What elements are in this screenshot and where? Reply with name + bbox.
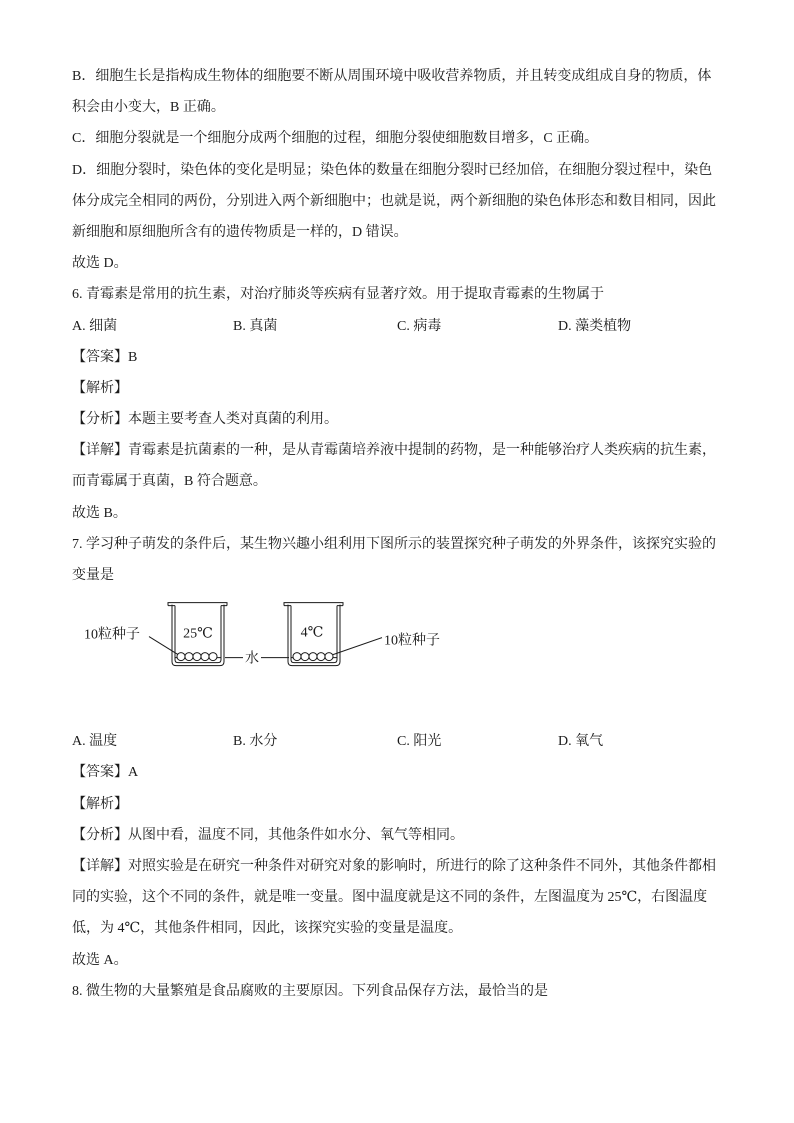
question-7-explanation-heading: 【解析】 [72, 796, 128, 812]
question-6-conclusion: 故选 B。 [72, 505, 127, 521]
question-7-option-c: C. 阳光 [397, 734, 442, 750]
question-8-stem: 8. 微生物的大量繁殖是食品腐败的主要原因。下列食品保存方法，最恰当的是 [72, 983, 548, 999]
question-6-detail-line-2: 而青霉属于真菌，B 符合题意。 [72, 474, 267, 490]
question-7-answer: 【答案】A [72, 765, 139, 781]
question-6-option-d: D. 藻类植物 [558, 318, 632, 334]
option-b-explanation-line-2: 积会由小变大，B 正确。 [72, 100, 225, 116]
right-seed [293, 653, 301, 661]
right-seed [325, 653, 333, 661]
left-beaker-rim [168, 603, 227, 606]
question-6-options [72, 311, 794, 342]
left-seed [209, 653, 217, 661]
question-8 [72, 976, 794, 1007]
question-7-detail-line-2: 同的实验，这个不同的条件，就是唯一变量。图中温度就是这不同的条件，左图温度为 25℃，右图温度 [72, 890, 708, 906]
question-7-option-d: D. 氧气 [558, 734, 604, 750]
question-7-detail-line-3: 低，为 4℃，其他条件相同，因此，该探究实验的变量是温度。 [72, 921, 463, 937]
left-temperature-label: 25℃ [183, 626, 213, 642]
option-d-explanation-line-3: 新细胞和原细胞所含有的遗传物质是一样的，D 错误。 [72, 224, 408, 240]
question-7-stem-line-1: 7. 学习种子萌发的条件后，某生物兴趣小组利用下图所示的装置探究种子萌发的外界条件，该探究实验的 [72, 536, 716, 552]
question-6-detail-line-1: 【详解】青霉素是抗菌素的一种，是从青霉菌培养液中提制的药物，是一种能够治疗人类疾病的抗生素， [72, 443, 716, 459]
right-seed [317, 653, 325, 661]
question-7-option-b: B. 水分 [233, 734, 278, 750]
question-7-detail-line-1: 【详解】对照实验是在研究一种条件对研究对象的影响时，所进行的除了这种条件不同外，其他条件都相 [72, 858, 716, 874]
previous-conclusion: 故选 D。 [72, 256, 128, 272]
left-seed-pointer-line [149, 637, 178, 655]
left-seed [177, 653, 185, 661]
question-7-stem-line-2: 变量是 [72, 568, 114, 583]
left-seed [201, 653, 209, 661]
right-seed-label: 10粒种子 [384, 633, 440, 649]
question-7-conclusion: 故选 A。 [72, 952, 128, 968]
right-temperature-label: 4℃ [300, 625, 324, 641]
question-6-option-b: B. 真菌 [233, 318, 278, 334]
question-6-option-a: A. 细菌 [72, 318, 118, 334]
question-7-options [72, 726, 794, 757]
left-seed [193, 653, 201, 661]
water-label: 水 [245, 651, 259, 667]
right-beaker-rim [284, 603, 343, 606]
question-6-explanation-heading: 【解析】 [72, 380, 128, 396]
question-7-option-a: A. 温度 [72, 734, 118, 750]
question-7 [72, 529, 794, 976]
seed-germination-apparatus-figure [72, 591, 794, 726]
previous-question-solution [72, 61, 794, 279]
question-6-stem: 6. 青霉素是常用的抗生素，对治疗肺炎等疾病有显著疗效。用于提取青霉素的生物属于 [72, 287, 604, 303]
left-seed-label: 10粒种子 [84, 627, 140, 643]
question-6-answer: 【答案】B [72, 349, 138, 365]
option-b-explanation-line-1: B．细胞生长是指构成生物体的细胞要不断从周围环境中吸收营养物质，并且转变成组成自身的物质，体 [72, 69, 712, 84]
question-7-analysis: 【分析】从图中看，温度不同，其他条件如水分、氧气等相同。 [72, 827, 464, 843]
left-seed [185, 653, 193, 661]
right-seed [301, 653, 309, 661]
apparatus-diagram [72, 591, 472, 726]
question-6-analysis: 【分析】本题主要考查人类对真菌的利用。 [72, 412, 338, 428]
question-6-option-c: C. 病毒 [397, 318, 442, 334]
option-c-explanation-line-1: C．细胞分裂就是一个细胞分成两个细胞的过程，细胞分裂使细胞数目增多，C 正确。 [72, 131, 599, 147]
right-seed [309, 653, 317, 661]
question-6 [72, 279, 794, 529]
option-d-explanation-line-1: D．细胞分裂时，染色体的变化是明显；染色体的数量在细胞分裂时已经加倍，在细胞分裂过程中，染色 [72, 162, 713, 178]
option-d-explanation-line-2: 体分成完全相同的两份，分别进入两个新细胞中；也就是说，两个新细胞的染色体形态和数目相同，因此 [72, 193, 716, 209]
